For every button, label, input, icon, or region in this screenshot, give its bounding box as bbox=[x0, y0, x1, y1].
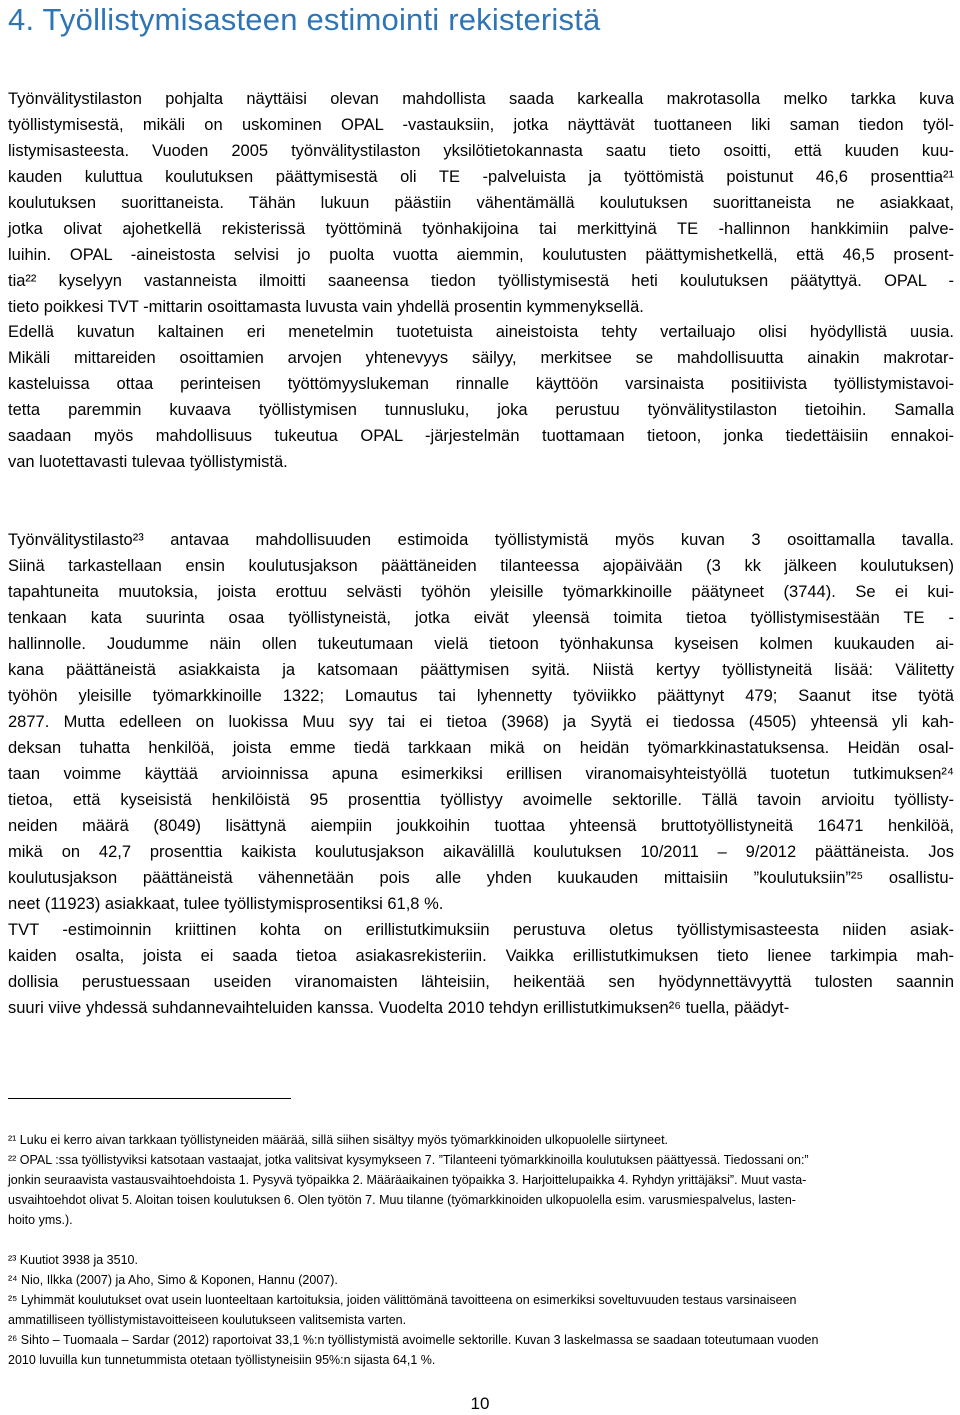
text-line: Työnvälitystilaston pohjalta näyttäisi olevan mahdollista saada karkealla makrotasolla melko tarkka kuva bbox=[8, 90, 954, 108]
text-line: tapahtuneita muutoksia, joista erottuu selvästi työhön yleisille työmarkkinoille päätyneet (3744). Se ei kui- bbox=[8, 583, 954, 601]
footnote-line: ²¹ Luku ei kerro aivan tarkkaan työllistyneiden määrää, sillä siihen sisältyy myös työmarkkinoiden ulkopuolelle siirtyneet. bbox=[8, 1133, 669, 1147]
text-line: Mikäli mittareiden osoittamien arvojen yhtenevyys säilyy, merkitsee se mahdollisuutta ainakin makrotar- bbox=[8, 349, 954, 367]
footnote-line: ²⁶ Sihto – Tuomaala – Sardar (2012) raportoivat 33,1 %:n työllistymistä avoimelle sektorille. Kuvan 3 laskelmassa se saadaan toteutumaan vuoden bbox=[8, 1333, 819, 1347]
text-line: tia²² kyselyyn vastanneista ilmoitti saaneensa tiedon työllistymisestä heti koulutuksen päätyttyä. OPAL - bbox=[8, 272, 954, 290]
text-line: dollisia perustuessaan useiden viranomaisten lähteisiin, heikentää sen hyödynnettävyyttä tulosten saannin bbox=[8, 973, 954, 991]
text-line: jotka olivat ajohetkellä rekisterissä työttöminä työnhakijoina tai merkittyinä TE -hallinnon hankkimiin palve- bbox=[8, 220, 954, 238]
text-line: mikä on 42,7 prosenttia kaikista koulutusjakson aikavälillä koulutuksen 10/2011 – 9/2012 päättäneista. Jos bbox=[8, 843, 954, 861]
footnote-line: ²⁵ Lyhimmät koulutukset ovat usein luonteeltaan kartoituksia, joiden välittömänä tavoitteena on esimerkiksi soveltuvuuden testaus varsinaiseen bbox=[8, 1293, 797, 1307]
text-line: deksan tuhatta henkilöä, joista emme tiedä tarkkaan mikä on heidän työmarkkinastatuksensa. Heidän osal- bbox=[8, 739, 954, 757]
text-line: tetta paremmin kuvaava työllistymisen tunnusluku, joka perustuu työnvälitystilaston tietoihin. Samalla bbox=[8, 401, 954, 419]
footnote-divider bbox=[8, 1098, 291, 1099]
text-line: 2877. Mutta edelleen on luokissa Muu syy tai ei tietoa (3968) ja Syytä ei tiedossa (4505) yhteensä yli kah- bbox=[8, 713, 954, 731]
text-line: kana päättäneistä asiakkaista ja katsomaan päättymisen syitä. Niistä kertyy työllistyneitä lisää: Välitetty bbox=[8, 661, 954, 679]
text-line: neiden määrä (8049) lisättynä aiempiin joukkoihin tuottaa yhteensä bruttotyöllistyneitä 16471 henkilöä, bbox=[8, 817, 954, 835]
text-line: listymisasteesta. Vuoden 2005 työnvälitystilaston yksilötietokannasta saatu tieto osoitti, että kuuden kuu- bbox=[8, 142, 954, 160]
text-line: työhön yleisille työmarkkinoille 1322; Lomautus tai lyhennetty työviikko päättynyt 479; Saanut itse työtä bbox=[8, 687, 954, 705]
footnote-line: ²⁴ Nio, Ilkka (2007) ja Aho, Simo & Koponen, Hannu (2007). bbox=[8, 1273, 338, 1287]
text-line: van luotettavasti tulevaa työllistymistä. bbox=[8, 453, 288, 471]
text-line: neet (11923) asiakkaat, tulee työllistymisprosentiksi 61,8 %. bbox=[8, 895, 444, 913]
paragraph-1 bbox=[8, 86, 954, 320]
footnote-line: jonkin seuraavista vastausvaihtoehdoista 1. Pysyvä työpaikka 2. Määräaikainen työpaikka 3. Harjoittelupaikka 4. Ryhdyn yrittäjäksi”. Muut vasta- bbox=[8, 1173, 807, 1187]
text-line: TVT -estimoinnin kriittinen kohta on erillistutkimuksiin perustuva oletus työllistymisasteesta niiden asiak- bbox=[8, 921, 954, 939]
page-number: 10 bbox=[470, 1394, 490, 1413]
footnote-line: ²² OPAL :ssa työllistyviksi katsotaan vastaajat, jotka valitsivat kysymykseen 7. ”Tilanteeni työmarkkinoilla koulutuksen päättyessä. Tiedossani on:” bbox=[8, 1153, 809, 1167]
footnote-line: ²³ Kuutiot 3938 ja 3510. bbox=[8, 1253, 138, 1267]
footnote-line: usvaihtoehdot olivat 5. Aloitan toisen koulutuksen 6. Olen työtön 7. Muu tilanne (työmarkkinoiden ulkopuolella esim. varusmiespalvelus, lasten- bbox=[8, 1193, 796, 1207]
text-line: kaiden osalta, joista ei saada tietoa asiakasrekisteriin. Vaikka erillistutkimuksen tieto lienee tarkimpia mah- bbox=[8, 947, 954, 965]
text-line: koulutusjakson päättäneistä vähennetään pois alle yhden kuukauden mittaisiin ”koulutuksiin”²⁵ osallistu- bbox=[8, 869, 954, 887]
footnotes bbox=[8, 1130, 954, 1370]
footnote-line: ammatilliseen työllistymistavoitteiseen koulutukseen valitsemista varten. bbox=[8, 1313, 407, 1327]
text-line: Työnvälitystilasto²³ antavaa mahdollisuuden estimoida työllistymistä myös kuvan 3 osoittamalla tavalla. bbox=[8, 531, 954, 549]
paragraph-4 bbox=[8, 917, 954, 1021]
text-line: koulutuksen suorittaneista. Tähän lukuun päästiin vähentämällä koulutuksen suorittaneista ne asiakkaat, bbox=[8, 194, 954, 212]
text-line: taan voimme käyttää arvioinnissa apuna esimerkiksi erillisen viranomaisyhteistyöllä tuotetun tutkimuksen²⁴ bbox=[8, 765, 954, 783]
text-line: tieto poikkesi TVT -mittarin osoittamasta luvusta vain yhdellä prosentin kymmenyksellä. bbox=[8, 298, 644, 316]
text-line: Edellä kuvatun kaltainen eri menetelmin tuotetuista aineistoista tehty vertailuajo olisi hyödyllistä uusia. bbox=[8, 323, 954, 341]
text-line: luihin. OPAL -aineistosta selvisi jo puolta vuotta aiemmin, koulutusten päättymishetkellä, että 46,5 prosent- bbox=[8, 246, 954, 264]
text-line: Siinä tarkastellaan ensin koulutusjakson päättäneiden tilanteessa ajopäivään (3 kk jälkeen koulutuksen) bbox=[8, 557, 954, 575]
footnote-line: hoito yms.). bbox=[8, 1213, 73, 1227]
page-heading: 4. Työllistymisasteen estimointi rekisteristä bbox=[8, 2, 601, 37]
text-line: saadaan myös mahdollisuus tukeutua OPAL -järjestelmän tuottamaan tietoon, jonka tiedettäisiin ennakoi- bbox=[8, 427, 954, 445]
text-line: työllistymisestä, mikäli on uskominen OPAL -vastauksiin, jotka näyttävät tuottaneen liki saman tiedon työl- bbox=[8, 116, 954, 134]
text-line: kasteluissa ottaa perinteisen työttömyyslukeman rinnalle käyttöön varsinaista positiivista työllistymistavoi- bbox=[8, 375, 954, 393]
paragraph-3 bbox=[8, 527, 954, 917]
text-line: tietoa, että kyseisistä henkilöistä 95 prosenttia työllistyy avoimelle sektorille. Tällä tavoin arvioitu työllisty- bbox=[8, 791, 954, 809]
paragraph-2 bbox=[8, 319, 954, 475]
text-line: hallinnolle. Joudumme näin ollen tukeutumaan vielä tietoon työnhakunsa kyseisen kolmen kuukauden ai- bbox=[8, 635, 954, 653]
text-line: tenkaan kata suurinta osaa työllistyneistä, jotka eivät yleensä toimita tietoa työllistymisestään TE - bbox=[8, 609, 954, 627]
text-line: suuri viive yhdessä suhdannevaihteluiden kanssa. Vuodelta 2010 tehdyn erillistutkimuksen²⁶ tuella, päädyt- bbox=[8, 999, 790, 1017]
footnote-line: 2010 luvuilla kun tunnetummista otetaan työllistyneisiin 95%:n sijasta 64,1 %. bbox=[8, 1353, 436, 1367]
text-line: kauden kuluttua koulutuksen päättymisestä oli TE -palveluista ja työttömistä poistunut 46,6 prosenttia²¹ bbox=[8, 168, 954, 186]
footnote-line bbox=[8, 1230, 954, 1250]
